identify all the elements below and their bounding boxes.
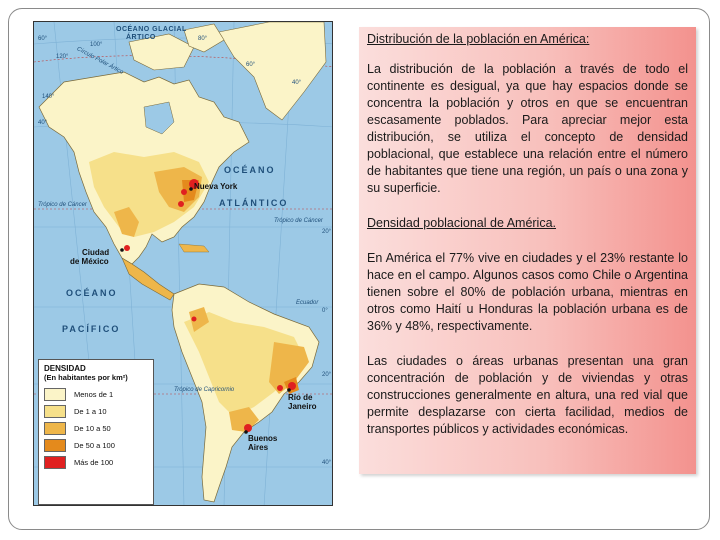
arctic-circle-label: Círculo Polar Ártico	[75, 46, 125, 76]
equator-label: Ecuador	[296, 300, 319, 306]
density-legend	[38, 359, 154, 505]
coord-w100: 100°	[90, 42, 103, 48]
paragraph-distribution: La distribución de la población a través de todo el continente es desigual, ya que hay espacios donde se concentra la población y otros en que se encuentran escasamente poblados. Para apreciar mejor esta distribución, se utiliza el concepto de densidad poblacional, que establece una relación entre el número de habitantes que tiene una región, un país o una zona y su superficie.	[367, 62, 688, 195]
coord-w40: 40°	[292, 80, 302, 86]
city-label-nueva-york: Nueva York	[194, 182, 238, 191]
legend-label: Menos de 1	[74, 390, 114, 399]
legend-item	[44, 403, 148, 420]
coord-w60: 60°	[246, 62, 256, 68]
legend-item	[44, 454, 148, 471]
legend-swatch	[44, 439, 66, 452]
coord-w120: 120°	[56, 54, 69, 60]
coord-40s: 40°	[322, 460, 332, 466]
coord-60n: 60°	[38, 36, 48, 42]
legend-subtitle: (En habitantes por km²)	[44, 373, 128, 382]
legend-swatch	[44, 456, 66, 469]
heading-density: Densidad poblacional de América.	[367, 216, 557, 230]
tropic-cancer-label-west: Trópico de Cáncer	[38, 202, 87, 208]
city-label-ciudad-mexico-line1: Ciudad	[82, 248, 110, 257]
legend-swatch	[44, 388, 66, 401]
pacific-ocean-label-line2: PACÍFICO	[62, 324, 121, 334]
pacific-ocean-label-line1: OCÉANO	[66, 288, 118, 298]
tropic-capricorn-label: Trópico de Capricornio	[174, 387, 235, 393]
coord-20s: 20°	[322, 372, 332, 378]
coord-40n: 40°	[38, 120, 48, 126]
legend-label: De 10 a 50	[74, 424, 111, 433]
atlantic-ocean-label-line1: OCÉANO	[224, 165, 276, 175]
coord-0: 0°	[322, 308, 328, 314]
heading-distribution: Distribución de la población en América:	[367, 32, 590, 46]
legend-label: De 1 a 10	[74, 407, 107, 416]
arctic-ocean-label-line2: ÁRTICO	[126, 34, 156, 41]
legend-label: Más de 100	[74, 458, 114, 467]
city-label-rio-line1: Río de	[288, 393, 313, 402]
legend-item	[44, 437, 148, 454]
city-label-buenos-aires-line2: Aires	[248, 443, 269, 452]
tropic-cancer-label-east: Trópico de Cáncer	[274, 218, 323, 224]
coord-w140: 140°	[42, 94, 55, 100]
legend-item	[44, 386, 148, 403]
paragraph-urban-areas: Las ciudades o áreas urbanas presentan una gran concentración de población y de viviendas y otras construcciones generalmente en altura, una red vial que permite desplazarse con cierta facilidad, medios de transportes públicos y actividades económicas.	[367, 354, 688, 436]
legend-label: De 50 a 100	[74, 441, 115, 450]
arctic-ocean-label-line1: OCÉANO GLACIAL	[116, 26, 187, 33]
legend-item	[44, 420, 148, 437]
spacer	[367, 197, 688, 215]
spacer	[367, 335, 688, 353]
atlantic-ocean-label-line2: ATLÁNTICO	[219, 198, 289, 208]
city-label-rio-line2: Janeiro	[288, 402, 317, 411]
spacer	[367, 232, 688, 250]
legend-title: DENSIDAD	[44, 364, 86, 373]
coord-20n: 20°	[322, 229, 332, 235]
city-label-ciudad-mexico-line2: de México	[70, 257, 109, 266]
legend-swatch	[44, 422, 66, 435]
spacer	[367, 48, 688, 61]
paragraph-urban-rural: En América el 77% vive en ciudades y el 23% restante lo hace en el campo. Algunos casos como Chile o Argentina tienen sobre el 80% de población urbana, mientras en otros como Haití u Honduras la población urbana es de 36% y 48%, respectivamente.	[367, 251, 688, 333]
city-label-buenos-aires-line1: Buenos	[248, 434, 278, 443]
legend-swatch	[44, 405, 66, 418]
text-panel	[359, 27, 696, 474]
coord-w80: 80°	[198, 36, 208, 42]
population-density-map	[33, 21, 333, 506]
